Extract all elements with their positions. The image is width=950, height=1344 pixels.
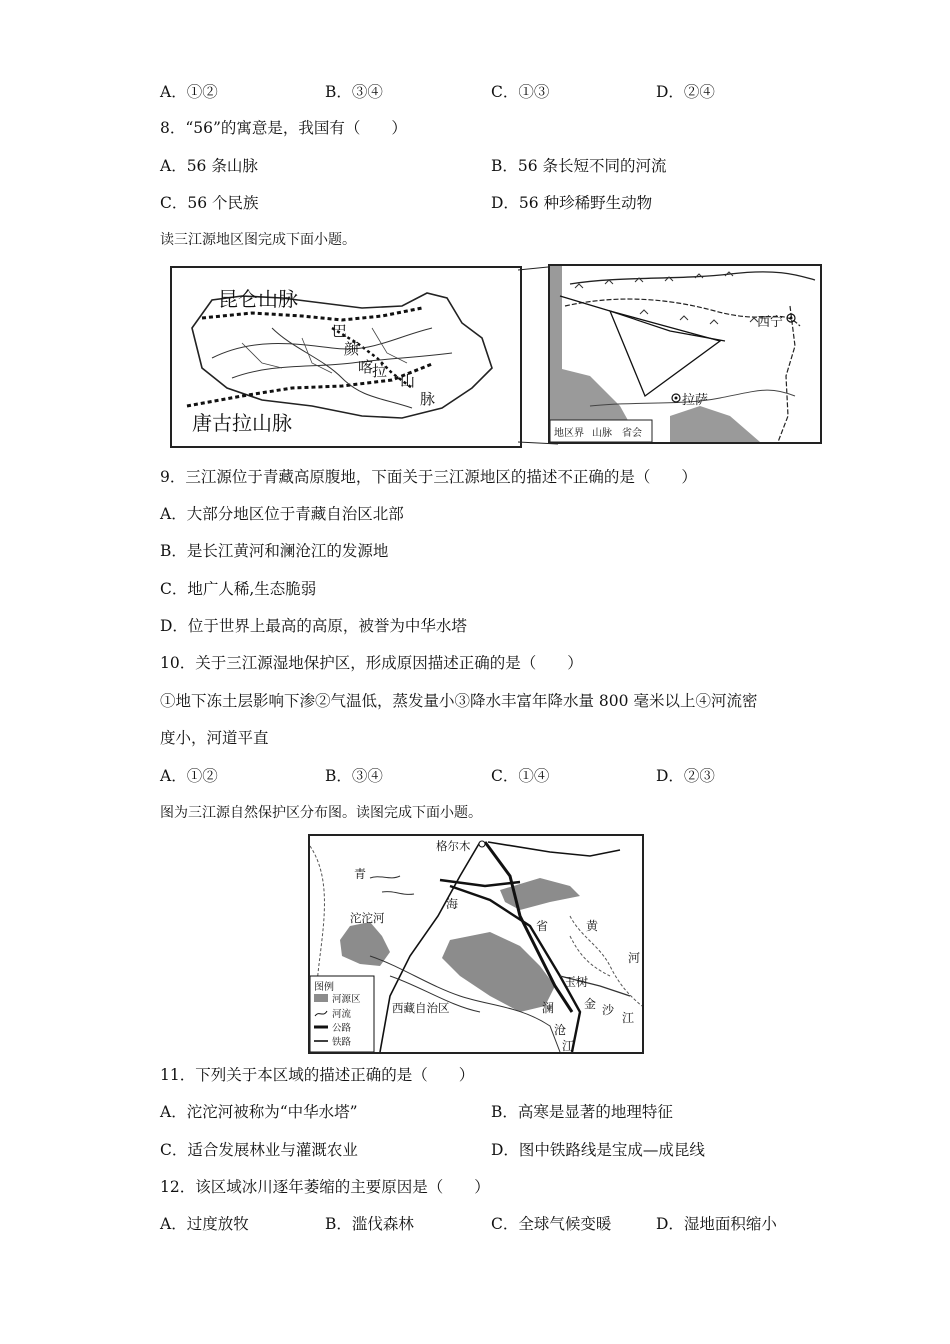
q9-option-c: C．地广人稀,生态脆弱 — [160, 580, 317, 598]
sha-label: 沙 — [602, 1003, 615, 1017]
legend-boundary: 地区界 — [554, 428, 584, 439]
q10-statements-line2: 度小，河道平直 — [160, 729, 269, 747]
map2-intro: 图为三江源自然保护区分布图。读图完成下面小题。 — [160, 805, 482, 821]
q8-option-b: B．56 条长短不同的河流 — [491, 157, 667, 175]
q12-option-b: B．滥伐森林 — [325, 1215, 414, 1233]
q7-option-a: A．①② — [160, 83, 218, 101]
legend-river: 河流 — [332, 1009, 352, 1020]
qing-label: 青 — [354, 867, 367, 881]
cang-label: 沧 — [554, 1023, 567, 1037]
xining-label: 西宁 — [757, 315, 784, 330]
bayan-label-1: 巴 — [332, 322, 348, 340]
q11-option-c: C．适合发展林业与灌溉农业 — [160, 1141, 358, 1159]
q12-option-a: A．过度放牧 — [160, 1215, 249, 1233]
tibet-label: 西藏自治区 — [392, 1001, 450, 1015]
jin-label: 金 — [584, 997, 597, 1011]
q10-option-b: B．③④ — [325, 767, 383, 785]
q7-option-b: B．③④ — [325, 83, 383, 101]
q7-option-d: D．②④ — [656, 83, 715, 101]
kunlun-label: 昆仑山脉 — [218, 287, 298, 311]
bayan-label-6: 脉 — [420, 390, 436, 408]
legend-railway: 铁路 — [332, 1037, 352, 1048]
q10-stem: 10．关于三江源湿地保护区，形成原因描述正确的是（ ） — [160, 654, 583, 672]
q8-option-c: C．56 个民族 — [160, 194, 259, 212]
bayan-label-5: 山 — [400, 372, 416, 390]
hai-label: 海 — [446, 897, 459, 911]
legend-mountain: 山脉 — [592, 428, 612, 439]
golmud-label: 格尔木 — [436, 839, 471, 853]
tibetan-plateau-locator-map — [548, 264, 822, 444]
jiang-label: 江 — [622, 1011, 635, 1025]
legend-source-area: 河源区 — [332, 994, 361, 1005]
q11-option-a: A．沱沱河被称为“中华水塔” — [160, 1103, 358, 1121]
he-label: 河 — [628, 951, 641, 965]
lhasa-label: 拉萨 — [682, 393, 709, 408]
map1-intro: 读三江源地区图完成下面小题。 — [160, 232, 356, 248]
jiang2-label: 江 — [562, 1039, 575, 1052]
q11-option-d: D．图中铁路线是宝成—成昆线 — [491, 1141, 705, 1159]
yushu-label: 玉树 — [564, 975, 589, 989]
q11-stem: 11．下列关于本区域的描述正确的是（ ） — [160, 1066, 475, 1084]
bayan-label-2: 颜 — [344, 340, 360, 358]
q9-option-a: A．大部分地区位于青藏自治区北部 — [160, 505, 404, 523]
legend-title: 图例 — [314, 982, 334, 993]
q7-option-c: C．①③ — [491, 83, 550, 101]
sanjiangyuan-region-map — [170, 266, 522, 448]
q8-option-a: A．56 条山脉 — [160, 157, 258, 175]
q10-option-d: D．②③ — [656, 767, 715, 785]
q12-stem: 12．该区域冰川逐年萎缩的主要原因是（ ） — [160, 1178, 490, 1196]
sheng-label: 省 — [536, 919, 549, 933]
nature-reserve-map — [308, 834, 644, 1054]
q11-option-b: B．高寒是显著的地理特征 — [491, 1103, 673, 1121]
q10-option-a: A．①② — [160, 767, 218, 785]
q10-option-c: C．①④ — [491, 767, 550, 785]
q12-option-d: D．湿地面积缩小 — [656, 1215, 777, 1233]
bayan-label-4: 拉 — [372, 362, 388, 380]
huang-label: 黄 — [586, 919, 599, 933]
tuotuo-river-label: 沱沱河 — [350, 911, 385, 925]
q9-stem: 9．三江源位于青藏高原腹地，下面关于三江源地区的描述不正确的是（ ） — [160, 468, 697, 486]
q12-option-c: C．全球气候变暖 — [491, 1215, 612, 1233]
legend-capital: 省会 — [622, 428, 642, 439]
bayan-label-3: 喀 — [358, 358, 374, 376]
tanggula-label: 唐古拉山脉 — [192, 411, 292, 435]
q9-option-d: D．位于世界上最高的高原，被誉为中华水塔 — [160, 617, 467, 635]
q10-statements-line1: ①地下冻土层影响下渗②气温低，蒸发量小③降水丰富年降水量 800 毫米以上④河流密 — [160, 692, 758, 710]
q8-option-d: D．56 种珍稀野生动物 — [491, 194, 653, 212]
legend-highway: 公路 — [332, 1023, 352, 1034]
lan-label: 澜 — [542, 1001, 555, 1015]
q8-stem: 8．“56”的寓意是，我国有（ ） — [160, 119, 407, 137]
q9-option-b: B．是长江黄河和澜沧江的发源地 — [160, 542, 389, 560]
